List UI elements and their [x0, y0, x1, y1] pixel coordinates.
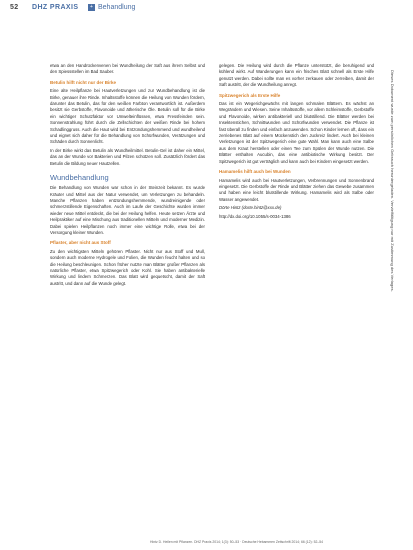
- paragraph: gelegen. Die Heilung wird durch die Pflanze unterstützt, die beruhigend und kühlend wirkt. Auf Wanderungen kann ein frisches Blatt schnell als Erste Hilfe genutzt werden. Dabei sollte man es vorher zerkauen oder zerreiben, damit der Saft austritt, der die Wundheilung anregt.: [219, 63, 374, 88]
- section-title: DHZ PRAXIS: [32, 4, 79, 11]
- copyright-side-note: [386, 70, 396, 530]
- page-footer: Hintz D. Heilen mit Pflanzen. DHZ Praxis 2014; 1(3): 50–53 · Deutsche Hebammen Zeitschrift 2014; 66 (12): 52–54: [150, 540, 324, 544]
- paragraph: Zu den wichtigsten Mitteln gehören Pflaster. Nicht nur aus Stoff und Mull, sondern auch moderne Hydrogele und Folien, die Wunden feucht halten und so die Heilung beschleunigen. Schon früher nutzte man Blätter großer Pflanzen als natürliche Pflaster, etwa Spitzwegerich oder Kohl. Sie haben antibakterielle Wirkung und lindern Schmerzen. Das Blatt wird gequetscht, damit der Saft austritt, und dann auf die Wunde gelegt.: [50, 248, 205, 286]
- subheading: Pflaster, aber nicht aus Stoff: [50, 240, 111, 246]
- section-heading: Wundbehandlung: [50, 173, 109, 183]
- doi-link[interactable]: http://dx.doi.org/10.1055/s-0034-1386: [219, 213, 291, 219]
- left-column: [50, 63, 205, 289]
- author-line: Dörte Hintz (dorte.hintz@xxx.de): [219, 205, 282, 211]
- paragraph: Hamamelis wird auch bei Hautverletzungen, Verbrennungen und Sonnenbrand eingesetzt. Die Gerbstoffe der Rinde und Blätter ziehen das Gewebe zusammen und haben eine leicht blutstillende Wirkung. Hamamelis wird als Salbe oder Wasser angewendet.: [219, 177, 374, 202]
- page-number: 52: [10, 4, 19, 11]
- paragraph: Eine alte Heilpflanze bei Hautverletzungen und zur Wundbehandlung ist die Birke, genauer ihre Rinde. Inhaltsstoffe können die Heilung von Wunden fördern, darunter das Betulin, das für den weißen Farbton verantwortlich ist. Außerdem besitzt sie Gerbstoffe, Flavonoide und ätherische Öle. Betulin soll für die Birke ein wichtiger Schutzfaktor vor Umwelteinflüssen, etwa Fressfeinden sein. Sonnenstrahlung führt durch die Zellschichten der weißen Rinde bei hohem Schadlinggruss. Auch die Haut wird bei Entzündungshemmend und wundheilend und eignet sich daher für die Behandlung von Schürfwunden, Verätzungen und Schäden durch Sonnenlicht.: [50, 88, 205, 145]
- paragraph: In der Birke wirkt das Betulin als Wundheilmittel. Betulin-Gel ist daher ein Mittel, das an der Wunde vor Bakterien und Pilzen schützen soll. Zusätzlich fördert das Betulin die Bildung neuer Hautzellen.: [50, 147, 205, 166]
- subheading: Hamamelis hilft auch bei Wunden: [219, 169, 291, 175]
- subheading: Betulin hilft nicht nur der Birke: [50, 79, 117, 85]
- subheading: Spitzwegerich als Erste Hilfe: [219, 92, 281, 98]
- section-icon: +: [88, 4, 95, 11]
- subsection-title: Behandlung: [98, 4, 136, 11]
- paragraph: etwa an den Handrückenvenen bei Wundheilung der Saft aus ihrem Selbst und den Spiessstellen im Bad Sauber.: [50, 63, 205, 75]
- right-column: [219, 63, 374, 222]
- page-header: [10, 4, 389, 18]
- paragraph: Die Behandlung von Wunden war schon in der Steinzeit bekannt. Es wurde Kräuter und Mittel aus der Natur verwendet, um Verletzungen zu behandeln. Manche Pflanzen haben entzündungshemmende, wundreinigende oder schmerzstillende Eigenschaften. Auch im Laufe der Geschichte wurden immer wieder neue Mittel entdeckt, die bei der Heilung helfen. Heute setzen Ärzte und Heilpraktiker auf eine Mischung aus traditionellen Mitteln und moderner Medizin. Dabei spielen Heilpflanzen noch immer eine wichtige Rolle, etwa bei der Versorgung kleiner Wunden.: [50, 185, 205, 235]
- paragraph: Das ist ein Wegerichgewächs mit langen schmalen Blättern. Es wächst an Wegrändern und Wiesen. Seine Inhaltsstoffe, vor allem Schleimstoffe, Gerbstoffe und Flavonoide, wirken antibakteriell und blutstillend. Die Blätter werden bei Insektenstichen, Schnittwunden und Schürfwunden verwendet. Die Pflanze ist fast überall zu finden und einfach anzuwenden. Schon Kinder lernen oft, dass ein zerriebenes Blatt auf einem Mückenstich den Juckreiz lindert. Auch bei kleinen Verletzungen ist der Spitzwegerich eine gute Wahl. Man kann auch eine Salbe aus dem Kraut herstellen oder einen Tee zum Spülen der Wunde nutzen. Die Blätter enthalten Aucubin, das eine antibiotische Wirkung besitzt. Der Spitzwegerich ist gut verträglich und kann auch bei Kindern eingesetzt werden.: [219, 101, 374, 164]
- side-note-text: Dieses Dokument wurde zum persönlichen Gebrauch heruntergeladen. Vervielfältigung nur mit Zustimmung des Verlages.: [390, 70, 395, 292]
